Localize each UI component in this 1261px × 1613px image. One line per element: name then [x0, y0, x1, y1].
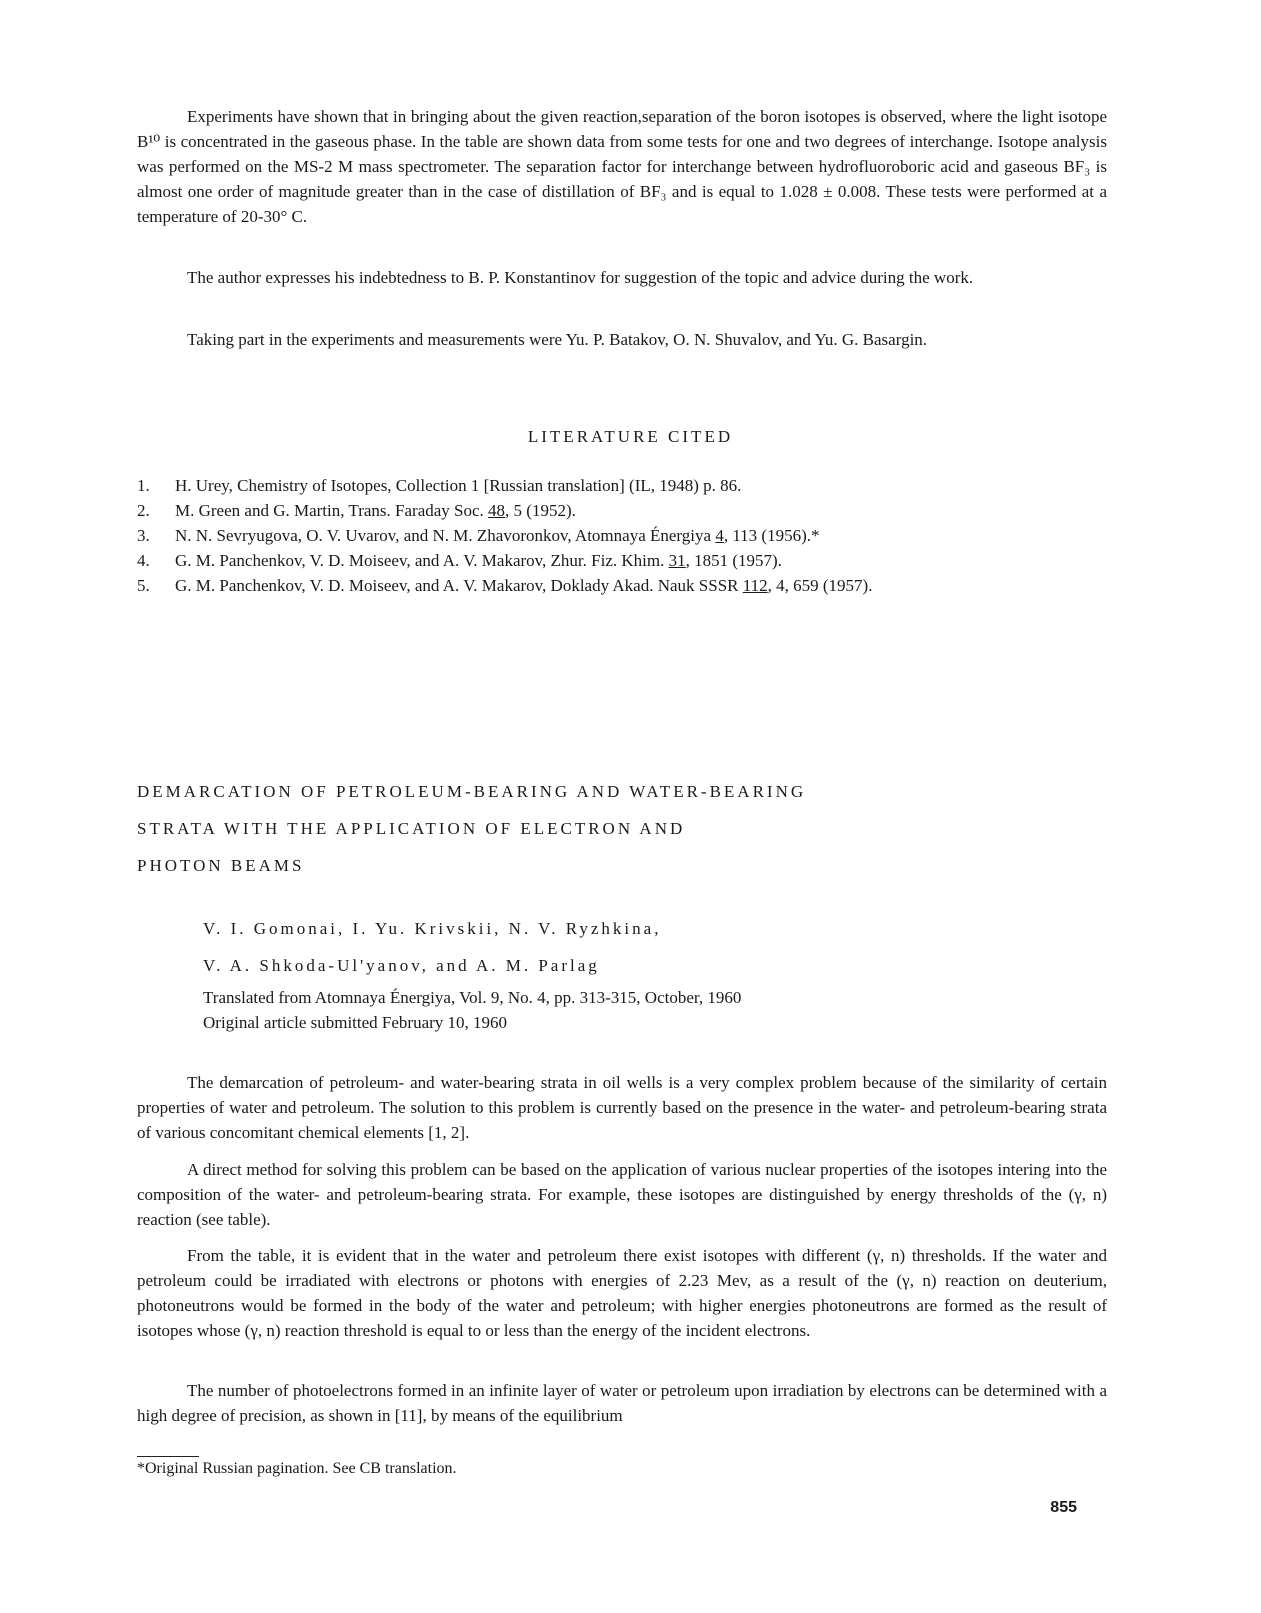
- author-line: V. A. Shkoda-Ul'yanov, and A. M. Parlag: [203, 956, 600, 975]
- title-line: STRATA WITH THE APPLICATION OF ELECTRON AND: [137, 819, 686, 838]
- reference-item: [137, 548, 1137, 573]
- footnote: *Original Russian pagination. See CB translation.: [137, 1460, 457, 1477]
- reference-text-post: , 5 (1952).: [505, 501, 576, 520]
- article-title: [137, 773, 1137, 884]
- reference-volume: 4: [715, 526, 724, 545]
- reference-text-post: , 113 (1956).*: [723, 526, 820, 545]
- reference-item: [137, 573, 1137, 598]
- body-paragraph-block: [137, 1378, 1107, 1428]
- reference-text: [175, 523, 820, 548]
- body-paragraph: The demarcation of petroleum- and water-bearing strata in oil wells is a very complex problem because of the similarity of certain properties of water and petroleum. The solution to this problem is currently based on the presence in the water- and petroleum-bearing strata of various concomitant chemical elements [1, 2].: [137, 1073, 1107, 1142]
- translation-info: [203, 985, 1103, 1035]
- reference-text: [175, 548, 782, 573]
- article-authors: [203, 910, 1103, 984]
- reference-volume: 112: [742, 576, 768, 595]
- title-line: PHOTON BEAMS: [137, 856, 305, 875]
- body-paragraph-block: [137, 1157, 1107, 1232]
- reference-text-pre: N. N. Sevryugova, O. V. Uvarov, and N. M. Zhavoronkov, Atomnaya Énergiya: [175, 526, 716, 545]
- footnote-divider: [137, 1456, 199, 1457]
- reference-number: 5.: [137, 576, 150, 595]
- reference-text-post: , 4, 659 (1957).: [767, 576, 873, 595]
- translated-from: Translated from Atomnaya Énergiya, Vol. 9, No. 4, pp. 313-315, October, 1960: [203, 988, 742, 1007]
- body-paragraph: From the table, it is evident that in the water and petroleum there exist isotopes with different (γ, n) thresholds. If the water and petroleum could be irradiated with electrons or photons with energies of 2.23 Mev, as a result of the (γ, n) reaction on deuterium, photoneutrons would be formed in the body of the water and petroleum; with higher energies photoneutrons are formed as the result of isotopes whose (γ, n) reaction threshold is equal to or less than the energy of the incident electrons.: [137, 1246, 1107, 1340]
- reference-text-pre: G. M. Panchenkov, V. D. Moiseev, and A. V. Makarov, Doklady Akad. Nauk SSSR: [175, 576, 743, 595]
- title-line: DEMARCATION OF PETROLEUM-BEARING AND WATER-BEARING: [137, 782, 807, 801]
- reference-volume: 48: [488, 501, 506, 520]
- page-number: 855: [1050, 1499, 1077, 1516]
- reference-text-post: , 1851 (1957).: [685, 551, 782, 570]
- top-paragraphs: [137, 104, 1107, 229]
- reference-volume: 31: [668, 551, 686, 570]
- paragraph-acknowledgement: The author expresses his indebtedness to B. P. Konstantinov for suggestion of the topic and advice during the work.: [187, 268, 974, 287]
- reference-item: [137, 473, 1137, 498]
- author-line: V. I. Gomonai, I. Yu. Krivskii, N. V. Ryzhkina,: [203, 919, 662, 938]
- reference-item: [137, 498, 1137, 523]
- reference-text: H. Urey, Chemistry of Isotopes, Collection 1 [Russian translation] (IL, 1948) p. 86.: [175, 476, 742, 495]
- paragraph-participants: Taking part in the experiments and measurements were Yu. P. Batakov, O. N. Shuvalov, and Yu. G. Basargin.: [187, 330, 928, 349]
- reference-text-pre: G. M. Panchenkov, V. D. Moiseev, and A. V. Makarov, Zhur. Fiz. Khim.: [175, 551, 669, 570]
- body-paragraph-block: [137, 1243, 1107, 1343]
- body-paragraph: A direct method for solving this problem can be based on the application of various nuclear properties of the isotopes intering into the composition of the water- and petroleum-bearing strata. For example, these isotopes are distinguished by energy thresholds of the (γ, n) reaction (see table).: [137, 1160, 1107, 1229]
- literature-heading: LITERATURE CITED: [527, 427, 734, 446]
- reference-list: [137, 473, 1137, 598]
- reference-number: 3.: [137, 526, 150, 545]
- body-paragraph: The number of photoelectrons formed in an infinite layer of water or petroleum upon irradiation by electrons can be determined with a high degree of precision, as shown in [11], by means of the equilibrium: [137, 1381, 1107, 1425]
- submitted-date: Original article submitted February 10, 1960: [203, 1013, 508, 1032]
- body-paragraph-block: [137, 1070, 1107, 1145]
- reference-text: [175, 573, 872, 598]
- reference-number: 4.: [137, 551, 150, 570]
- participants-block: [137, 327, 1107, 352]
- reference-number: 2.: [137, 501, 150, 520]
- reference-item: [137, 523, 1137, 548]
- reference-number: 1.: [137, 476, 150, 495]
- reference-text-pre: M. Green and G. Martin, Trans. Faraday Soc.: [175, 501, 489, 520]
- acknowledgement-block: [137, 265, 1107, 290]
- reference-text: [175, 498, 576, 523]
- paragraph-isotope-separation: Experiments have shown that in bringing about the given reaction,separation of the boron isotopes is observed, where the light isotope B¹⁰ is concentrated in the gaseous phase. In the table are shown data from some tests for one and two degrees of interchange. Isotope analysis was performed on the MS-2 M mass spectrometer. The separation factor for interchange between hydrofluoroboric acid and gaseous BF₃ is almost one order of magnitude greater than in the case of distillation of BF₃ and is equal to 1.028 ± 0.008. These tests were performed at a temperature of 20-30° C.: [137, 107, 1107, 226]
